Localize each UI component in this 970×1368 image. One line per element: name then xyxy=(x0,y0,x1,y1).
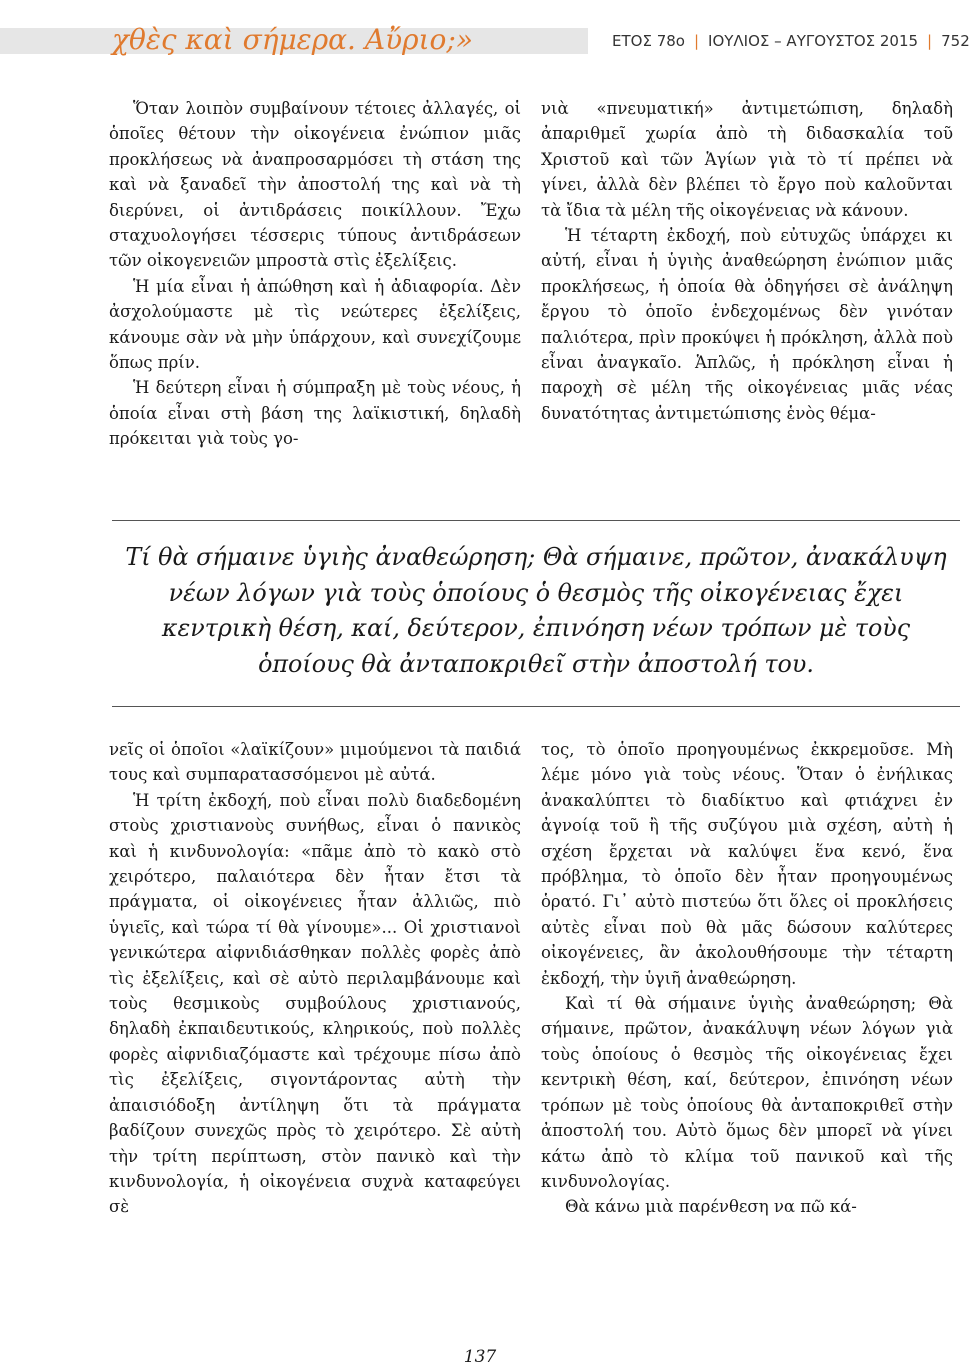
pull-quote-bottom-rule xyxy=(112,706,960,707)
text-column-3 xyxy=(109,737,521,1220)
running-title: χθὲς καὶ σήμερα. Αὔριο;» xyxy=(112,23,473,56)
page-number: 137 xyxy=(463,1347,497,1367)
paragraph: Ὅταν λοιπὸν συμβαίνουν τέτοιες ἀλλαγές, οἱ ὁποῖες θέτουν τὴν οἰκογένεια ἐνώπιον μιᾶς προκλήσεως νὰ ἀναπροσαρμόσει τὴ στάση της καὶ νὰ ξαναδεῖ τὴν ἀποστολή της καὶ νὰ τὴ διερύνει, οἱ ἀντιδράσεις ποικίλλουν. Ἔχω σταχυολογήσει τέσσερις τύπους ἀντιδράσεων τῶν οἰκογενειῶν μπροστὰ στὶς ἐξελίξεις. xyxy=(109,99,521,271)
separator: | xyxy=(693,32,700,50)
paragraph: Ἡ μία εἶναι ἡ ἀπώθηση καὶ ἡ ἀδιαφορία. Δὲν ἀσχολούμαστε μὲ τὶς νεώτερες ἐξελίξεις, κάνουμε σὰν νὰ μὴν ὑπάρχουν, καὶ συνεχίζουμε ὅπως πρίν. xyxy=(109,276,521,373)
issue-page-number: 752 xyxy=(941,32,970,50)
issue-date: ΙΟΥΛΙΟΣ – ΑΥΓΟΥΣΤΟΣ 2015 xyxy=(708,32,919,50)
paragraph: νιὰ «πνευματική» ἀντιμετώπιση, δηλαδὴ ἀπαριθμεῖ χωρία ἀπὸ τὴ διδασκαλία τοῦ Χριστοῦ καὶ τῶν Ἁγίων γιὰ τὸ τί πρέπει νὰ γίνει, ἀλλὰ δὲν βλέπει τὸ ἔργο ποὺ καλοῦνται τὰ ἴδια τὰ μέλη τῆς οἰκογένειας νὰ κάνουν. xyxy=(541,99,953,220)
text-column-2 xyxy=(541,96,953,426)
paragraph: Καὶ τί θὰ σήμαινε ὑγιὴς ἀναθεώρηση; Θὰ σήμαινε, πρῶτον, ἀνακάλυψη νέων λόγων γιὰ τοὺς ὁποίους ὁ θεσμὸς τῆς οἰκογένειας ἔχει κεντρικὴ θέση, καί, δεύτερον, ἐπινόηση νέων τρόπων μὲ τοὺς ὁποίους θὰ ἀνταποκριθεῖ στὴν ἀποστολή του. Αὐτὸ ὅμως δὲν μπορεῖ νὰ γίνει κάτω ἀπὸ τὸ κλίμα τοῦ πανικοῦ καὶ τῆς κινδυνολογίας. xyxy=(541,994,953,1191)
paragraph: νεῖς οἱ ὁποῖοι «λαϊκίζουν» μιμούμενοι τὰ παιδιά τους καὶ συμπαρατασσόμενοι μὲ αὐτά. xyxy=(109,740,521,785)
pull-quote: Τί θὰ σήμαινε ὑγιὴς ἀναθεώρηση; Θὰ σήμαινε, πρῶτον, ἀνακάλυψη νέων λόγων γιὰ τοὺς ὁποίους ὁ θεσμὸς τῆς οἰκογένειας ἔχει κεντρικὴ θέση, καί, δεύτερον, ἐπινόηση νέων τρόπων μὲ τοὺς ὁποίους θὰ ἀνταποκριθεῖ στὴν ἀποστολή του. xyxy=(125,543,947,678)
paragraph: Ἡ τρίτη ἐκδοχή, ποὺ εἶναι πολὺ διαδεδομένη στοὺς χριστιανοὺς συνήθως, εἶναι ὁ πανικὸς καὶ ἡ κινδυνολογία: «πᾶμε ἀπὸ τὸ κακὸ στὸ χειρότερο, παλαιότερα δὲν ἦταν ἔτσι τὰ πράγματα, οἱ οἰκογένειες ἦταν ἀλλιῶς, πιὸ ὑγιεῖς, καὶ τώρα τί θὰ γίνουμε»... Οἱ χριστιανοὶ γενικώτερα αἰφνιδιάσθηκαν πολλὲς φορὲς ἀπὸ τὶς ἐξελίξεις, καὶ σὲ αὐτὸ περιλαμβάνουμε καὶ τοὺς θεσμικοὺς συμβούλους χριστιανούς, δηλαδὴ ἐκπαιδευτικούς, κληρικούς, ποὺ πολλὲς φορὲς αἰφνιδιαζόμαστε καὶ τρέχουμε πίσω ἀπὸ τὶς ἐξελίξεις, σιγοντάροντας αὐτὴ τὴν ἀπαισιόδοξη ἀντίληψη ὅτι τὰ πράγματα βαδίζουν συνεχῶς πρὸς τὸ χειρότερο. Σὲ αὐτὴ τὴν τρίτη περίπτωση, στὸν πανικὸ καὶ τὴν κινδυνολογία, ἡ οἰκογένεια συχνὰ καταφεύγει σὲ xyxy=(109,790,521,1217)
text-column-1 xyxy=(109,96,521,452)
issue-year: ΕΤΟΣ 78ο xyxy=(612,32,685,50)
text-column-4 xyxy=(541,737,953,1220)
issue-info xyxy=(612,28,970,54)
paragraph: τος, τὸ ὁποῖο προηγουμένως ἐκκρεμοῦσε. Μὴ λέμε μόνο γιὰ τοὺς νέους. Ὅταν ὁ ἐνήλικας ἀνακαλύπτει τὸ διαδίκτυο καὶ φτιάχνει ἐν ἀγνοίᾳ τοῦ ἢ τῆς συζύγου μιὰ σχέση, αὐτὴ ἡ σχέση ἔρχεται νὰ καλύψει ἕνα κενό, ἕνα πρόβλημα, τὸ ὁποῖο δὲν ἦταν προηγουμένως ὁρατό. Γι᾽ αὐτὸ πιστεύω ὅτι ὅλες οἱ προκλήσεις αὐτὲς εἶναι ποὺ θὰ μᾶς δώσουν καλύτερες οἰκογένειες, ἂν ἀκολουθήσουμε τὴν τέταρτη ἐκδοχή, τὴν ὑγιῆ ἀναθεώρηση. xyxy=(541,740,953,988)
paragraph: Ἡ τέταρτη ἐκδοχή, ποὺ εὐτυχῶς ὑπάρχει κι αὐτή, εἶναι ἡ ὑγιὴς ἀναθεώρηση ἐνώπιον μιᾶς προκλήσεως, ἡ ὁποία θὰ ὁδηγήσει σὲ ἀνάληψη ἔργου τὸ ὁποῖο ἐνδεχομένως δὲν γινόταν παλιότερα, πρὶν προκύψει ἡ πρόκληση, ἀλλὰ ποὺ εἶναι ἀναγκαῖο. Ἁπλῶς, ἡ πρόκληση εἶναι ἡ παροχὴ σὲ μέλη τῆς οἰκογένειας μιᾶς νέας δυνατότητας ἀντιμετώπισης ἑνὸς θέμα- xyxy=(541,226,953,423)
pull-quote-top-rule xyxy=(112,520,960,521)
paragraph: Θὰ κάνω μιὰ παρένθεση να πῶ κά- xyxy=(565,1197,857,1217)
paragraph: Ἡ δεύτερη εἶναι ἡ σύμπραξη μὲ τοὺς νέους, ἡ ὁποία εἶναι στὴ βάση της λαϊκιστική, δηλαδὴ πρόκειται γιὰ τοὺς γο- xyxy=(109,378,521,449)
separator: | xyxy=(927,32,933,50)
